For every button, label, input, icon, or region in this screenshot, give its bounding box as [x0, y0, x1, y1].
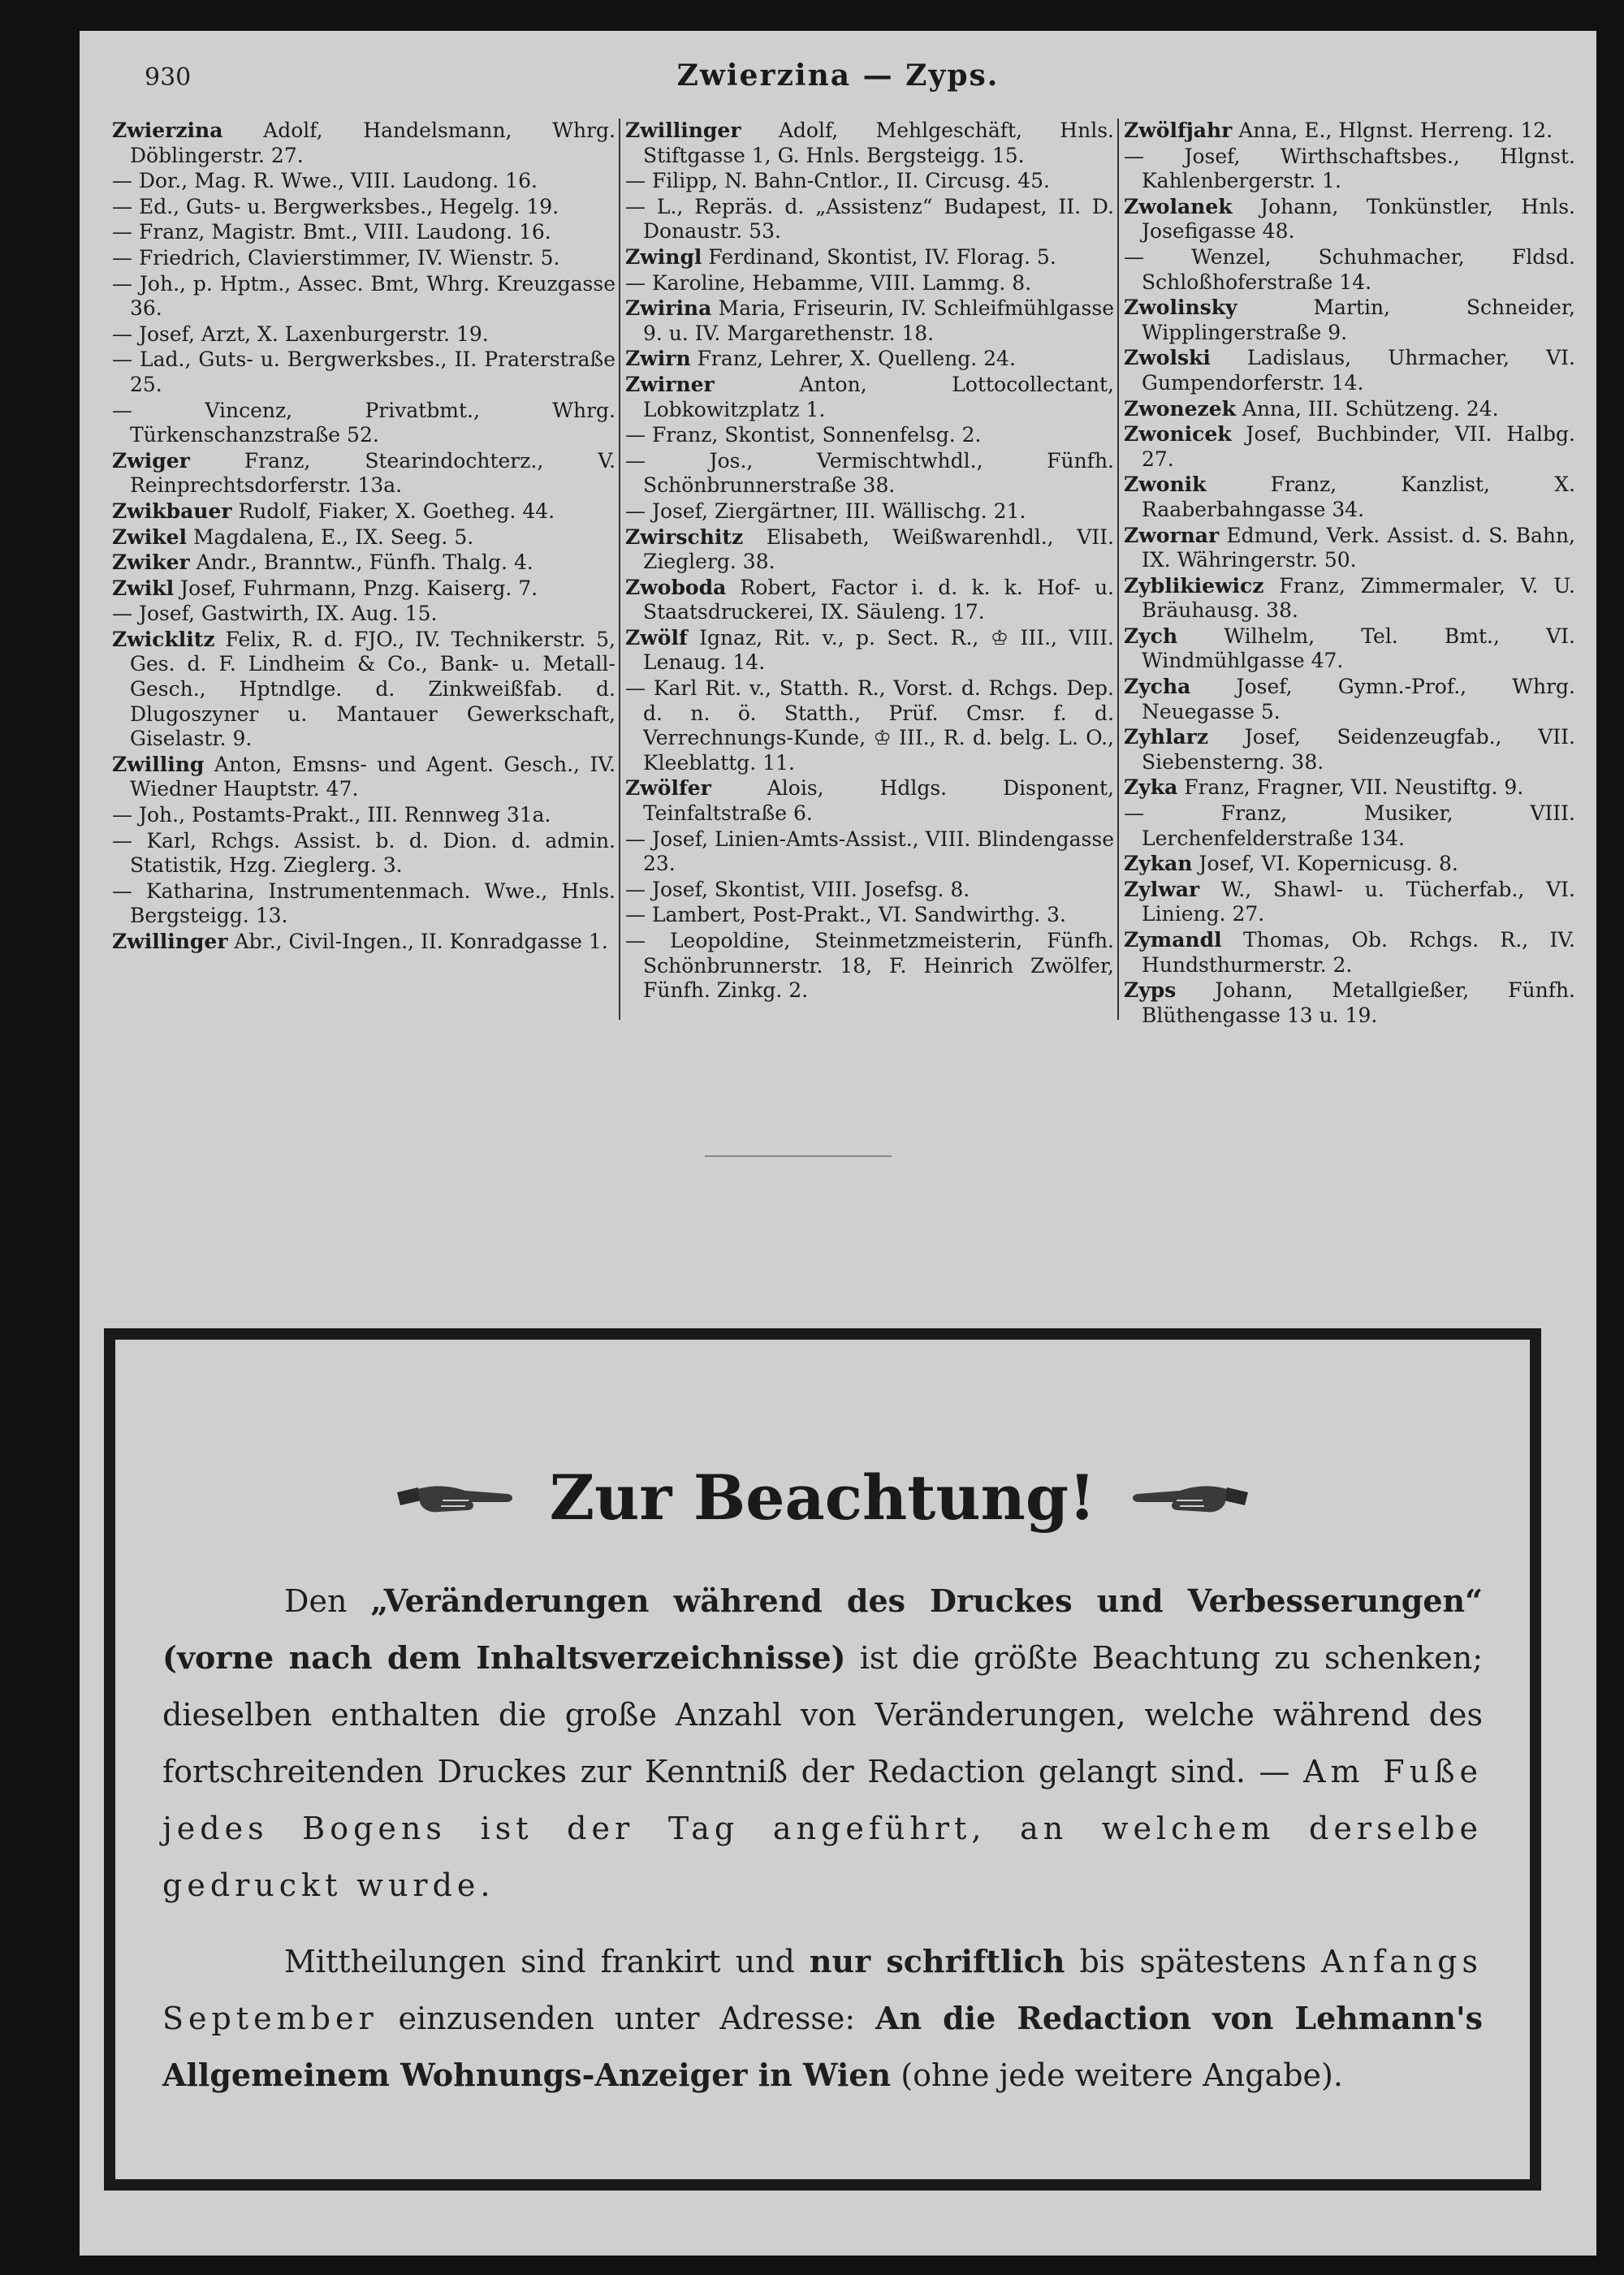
entry-details: — Filipp, N. Bahn-Cntlor., II. Circusg. 45. — [625, 169, 1050, 193]
entry-surname: Zwikel — [112, 525, 187, 549]
entry-surname: Zwirschitz — [625, 525, 744, 549]
entry-details: Wilhelm, Tel. Bmt., VI. Windmühlgasse 47. — [1142, 624, 1575, 673]
entry-surname: Zwirn — [625, 347, 691, 371]
directory-entry — [112, 499, 615, 525]
directory-entry — [1124, 624, 1575, 674]
entry-details: — Ed., Guts- u. Bergwerksbes., Hegelg. 19. — [112, 194, 559, 218]
entry-details: — Jos., Vermischtwhdl., Fünfh. Schönbrunnerstraße 38. — [625, 448, 1114, 498]
directory-entry — [112, 628, 615, 752]
directory-entry — [1124, 119, 1575, 144]
entry-details: W., Shawl- u. Tücherfab., VI. Linieng. 27. — [1142, 877, 1575, 926]
entry-details: Adolf, Mehlgeschäft, Hnls. Stiftgasse 1, G. Hnls. Bergsteigg. 15. — [643, 119, 1114, 167]
directory-entry — [112, 169, 615, 194]
directory-entry — [112, 348, 615, 397]
entry-details: — Katharina, Instrumentenmach. Wwe., Hnls. Bergsteigg. 13. — [112, 878, 615, 928]
directory-page — [80, 31, 1596, 2256]
entry-details: Franz, Fragner, VII. Neustiftg. 9. — [1177, 775, 1524, 800]
directory-entry — [1124, 245, 1575, 295]
entry-details: Ferdinand, Skontist, IV. Florag. 5. — [702, 244, 1056, 269]
entry-details: Franz, Stearindochterz., V. Reinprechtsdorferstr. 13a. — [130, 448, 615, 498]
directory-entry — [1124, 397, 1575, 422]
entry-surname: Zyblikiewicz — [1124, 573, 1264, 598]
entry-surname: Zwilling — [112, 752, 205, 776]
directory-entry — [625, 271, 1114, 296]
directory-entry — [625, 245, 1114, 270]
entry-surname: Zwölfer — [625, 776, 711, 801]
directory-entry — [625, 525, 1114, 575]
directory-entry — [112, 550, 615, 576]
entry-surname: Zwiker — [112, 550, 190, 575]
notice-heading: Zur Beachtung! — [549, 1461, 1096, 1534]
directory-entry — [625, 195, 1114, 244]
entry-details: Josef, Fuhrmann, Pnzg. Kaiserg. 7. — [174, 576, 538, 600]
entry-details: Franz, Zimmermaler, V. U. Bräuhausg. 38. — [1142, 573, 1575, 623]
notice-emphasis: „Veränderungen während des Druckes und Verbesserungen“ (vorne nach dem Inhaltsverzeichnisse) — [162, 1582, 1484, 1676]
directory-entry — [112, 879, 615, 929]
entry-details: — Karl Rit. v., Statth. R., Vorst. d. Rchgs. Dep. d. n. ö. Statth., Prüf. Cmsr. f. d. Verrechnungs-Kunde, ♔ III., R. d. belg. L. O., Kleeblattg. 11. — [625, 676, 1114, 775]
notice-text: (ohne jede weitere Angabe). — [891, 2057, 1343, 2093]
directory-entry — [112, 246, 615, 271]
entry-details: Edmund, Verk. Assist. d. S. Bahn, IX. Währingerstr. 50. — [1142, 523, 1575, 572]
entry-details: Anna, E., Hlgnst. Herreng. 12. — [1232, 119, 1553, 142]
directory-entry — [1124, 675, 1575, 724]
entry-surname: Zykan — [1124, 852, 1193, 876]
directory-entry — [625, 576, 1114, 625]
entry-surname: Zwikbauer — [112, 499, 232, 523]
entry-details: Josef, Seidenzeugfab., VII. Siebensterng. 38. — [1142, 725, 1575, 774]
entry-surname: Zwonezek — [1124, 396, 1236, 421]
entry-details: — Josef, Ziergärtner, III. Wällischg. 21. — [625, 499, 1026, 523]
notice-text: bis spätestens — [1065, 1944, 1322, 1979]
entry-details: — Joh., Postamts-Prakt., III. Rennweg 31a. — [112, 803, 551, 827]
directory-entry — [1124, 775, 1575, 801]
entry-details: Josef, Buchbinder, VII. Halbg. 27. — [1142, 422, 1575, 471]
directory-entry — [625, 776, 1114, 826]
entry-surname: Zwonik — [1124, 473, 1207, 497]
directory-entry — [1124, 852, 1575, 877]
entry-details: Abr., Civil-Ingen., II. Konradgasse 1. — [227, 930, 608, 953]
directory-entry — [1124, 574, 1575, 624]
notice-paragraph-2 — [162, 1933, 1483, 2104]
entry-details: — Friedrich, Clavierstimmer, IV. Wienstr. 5. — [112, 245, 560, 270]
directory-entry — [625, 499, 1114, 525]
pointing-hand-right-icon — [394, 1476, 516, 1520]
notice-text: Mittheilungen sind frankirt und — [284, 1944, 810, 1979]
entry-surname: Zymandl — [1124, 928, 1222, 952]
entry-details: Maria, Friseurin, IV. Schleifmühlgasse 9. u. IV. Margarethenstr. 18. — [643, 296, 1114, 345]
entry-details: — Franz, Musiker, VIII. Lerchenfelderstraße 134. — [1124, 801, 1575, 850]
entry-details: — Karoline, Hebamme, VIII. Lammg. 8. — [625, 270, 1032, 295]
directory-entry — [625, 423, 1114, 448]
entry-details: — Josef, Arzt, X. Laxenburgerstr. 19. — [112, 322, 489, 346]
directory-entry — [112, 220, 615, 245]
entry-details: Josef, VI. Kopernicusg. 8. — [1192, 852, 1458, 876]
entry-details: Martin, Schneider, Wipplingerstraße 9. — [1142, 296, 1575, 344]
entry-surname: Zylwar — [1124, 877, 1200, 901]
entry-details: — Josef, Wirthschaftsbes., Hlgnst. Kahlenbergerstr. 1. — [1124, 144, 1575, 193]
entry-surname: Zwillinger — [625, 119, 741, 142]
notice-address: An die Redaction von Lehmann's Allgemeinem Wohnungs-Anzeiger in Wien — [162, 2000, 1483, 2093]
directory-entry — [112, 272, 615, 322]
entry-surname: Zyka — [1124, 775, 1178, 800]
entry-details: Franz, Lehrer, X. Quelleng. 24. — [690, 347, 1016, 371]
column-rule — [619, 119, 620, 1020]
entry-details: Elisabeth, Weißwarenhdl., VII. Zieglerg. 38. — [643, 525, 1114, 574]
directory-entry — [625, 676, 1114, 775]
notice-spaced-text: Anfangs September — [162, 1944, 1483, 2036]
entry-details: Anna, III. Schützeng. 24. — [1235, 396, 1499, 421]
notice-box — [104, 1328, 1541, 2191]
running-title: Zwierzina — Zyps. — [676, 58, 1000, 93]
entry-surname: Zwonicek — [1124, 422, 1232, 447]
directory-entry — [1124, 145, 1575, 194]
column-3 — [1124, 119, 1575, 1029]
entry-details: — Josef, Gastwirth, IX. Aug. 15. — [112, 602, 438, 626]
directory-entry — [625, 449, 1114, 499]
entry-surname: Zwolinsky — [1124, 296, 1237, 320]
entry-surname: Zwiger — [112, 448, 190, 473]
entry-details: — Dor., Mag. R. Wwe., VIII. Laudong. 16. — [112, 169, 538, 193]
entry-surname: Zwillinger — [112, 930, 228, 953]
entry-details: — Franz, Magistr. Bmt., VIII. Laudong. 16. — [112, 220, 551, 244]
entry-surname: Zwierzina — [112, 119, 223, 142]
notice-paragraph-1 — [162, 1573, 1483, 1914]
entry-details: Anton, Lottocollectant, Lobkowitzplatz 1. — [643, 372, 1114, 421]
directory-entry — [1124, 346, 1575, 395]
page-number: 930 — [145, 63, 192, 92]
directory-entry — [1124, 725, 1575, 775]
entry-surname: Zwölfjahr — [1124, 119, 1233, 142]
notice-text: Den — [284, 1583, 371, 1619]
directory-entry — [112, 119, 615, 168]
entry-surname: Zwirner — [625, 372, 715, 396]
directory-entry — [112, 525, 615, 550]
entry-surname: Zwingl — [625, 244, 702, 269]
entry-surname: Zych — [1124, 624, 1178, 648]
directory-entry — [625, 929, 1114, 1004]
entry-details: Johann, Tonkünstler, Hnls. Josefigasse 48. — [1142, 194, 1575, 244]
entry-details: Robert, Factor i. d. k. k. Hof- u. Staatsdruckerei, IX. Säuleng. 17. — [643, 575, 1114, 624]
directory-entry — [112, 602, 615, 627]
entry-details: Andr., Branntw., Fünfh. Thalg. 4. — [189, 550, 533, 575]
entry-details: — Franz, Skontist, Sonnenfelsg. 2. — [625, 423, 982, 447]
directory-entry — [112, 399, 615, 448]
notice-text: ist die größte Beachtung zu schenken; dieselben enthalten die große Anzahl von Veränderungen, welche während des fortschreitenden Druckes zur Kenntniß der Redaction gelangt sind. — — [162, 1640, 1483, 1789]
directory-entry — [625, 347, 1114, 372]
directory-entry — [112, 449, 615, 499]
directory-entry — [1124, 801, 1575, 851]
entry-details: Ladislaus, Uhrmacher, VI. Gumpendorferstr. 14. — [1142, 346, 1575, 395]
directory-entry — [1124, 296, 1575, 345]
directory-entry — [1124, 473, 1575, 522]
directory-entry — [112, 803, 615, 828]
entry-surname: Zwölf — [625, 625, 688, 650]
entry-surname: Zyps — [1124, 978, 1177, 1003]
entry-details: Johann, Metallgießer, Fünfh. Blüthengasse 13 u. 19. — [1142, 978, 1575, 1027]
entry-details: Felix, R. d. FJO., IV. Technikerstr. 5, Ges. d. F. Lindheim & Co., Bank- u. Metall-Gesch., Hptndlge. d. Zinkweißfab. d. Dlugoszyner u. Mantauer Gewerkschaft, Giselastr. 9. — [130, 627, 615, 751]
directory-entry — [112, 322, 615, 348]
entry-details: — L., Repräs. d. „Assistenz“ Budapest, II. D. Donaustr. 53. — [625, 194, 1114, 244]
entry-surname: Zwolski — [1124, 346, 1211, 370]
directory-entry — [1124, 422, 1575, 472]
directory-entry — [112, 753, 615, 802]
entry-details: — Lambert, Post-Prakt., VI. Sandwirthg. 3. — [625, 903, 1066, 927]
pointing-hand-left-icon — [1129, 1476, 1251, 1520]
entry-details: — Leopoldine, Steinmetzmeisterin, Fünfh. Schönbrunnerstr. 18, F. Heinrich Zwölfer, Fünfh. Zinkg. 2. — [625, 929, 1114, 1003]
column-rule — [1117, 119, 1119, 1020]
entry-details: Alois, Hdlgs. Disponent, Teinfaltstraße 6. — [643, 776, 1114, 826]
entry-details: Rudolf, Fiaker, X. Goetheg. 44. — [231, 499, 555, 523]
directory-entry — [625, 878, 1114, 903]
entry-details: — Wenzel, Schuhmacher, Fldsd. Schloßhoferstraße 14. — [1124, 244, 1575, 294]
entry-details: — Lad., Guts- u. Bergwerksbes., II. Praterstraße 25. — [112, 348, 615, 396]
directory-entry — [1124, 928, 1575, 978]
entry-surname: Zycha — [1124, 675, 1191, 699]
directory-entry — [112, 930, 615, 955]
entry-details: Franz, Kanzlist, X. Raaberbahngasse 34. — [1142, 473, 1575, 521]
directory-entry — [112, 195, 615, 220]
directory-entry — [625, 626, 1114, 676]
entry-surname: Zwirina — [625, 296, 712, 321]
entry-details: Adolf, Handelsmann, Whrg. Döblingerstr. 27. — [130, 119, 615, 167]
directory-entry — [1124, 878, 1575, 927]
directory-entry — [1124, 978, 1575, 1028]
column-2 — [625, 119, 1114, 1004]
directory-entry — [112, 829, 615, 878]
entry-details: — Vincenz, Privatbmt., Whrg. Türkenschanzstraße 52. — [112, 398, 615, 447]
entry-details: Thomas, Ob. Rchgs. R., IV. Hundsthurmerstr. 2. — [1142, 928, 1575, 977]
entry-surname: Zwoboda — [625, 575, 727, 599]
entry-details: — Josef, Linien-Amts-Assist., VIII. Blindengasse 23. — [625, 827, 1114, 876]
directory-entry — [1124, 195, 1575, 244]
entry-surname: Zwikl — [112, 576, 175, 600]
entry-surname: Zwicklitz — [112, 627, 215, 651]
directory-entry — [625, 296, 1114, 346]
entry-details: — Karl, Rchgs. Assist. b. d. Dion. d. admin. Statistik, Hzg. Zieglerg. 3. — [112, 828, 615, 878]
directory-entry — [1124, 524, 1575, 573]
column-1 — [112, 119, 615, 956]
entry-details: Anton, Emsns- und Agent. Gesch., IV. Wiedner Hauptstr. 47. — [130, 752, 615, 801]
entry-details: Magdalena, E., IX. Seeg. 5. — [187, 525, 474, 549]
directory-entry — [625, 827, 1114, 877]
entry-surname: Zwornar — [1124, 523, 1220, 547]
entry-details: — Joh., p. Hptm., Assec. Bmt, Whrg. Kreuzgasse 36. — [112, 271, 615, 321]
directory-entry — [625, 373, 1114, 422]
entry-details: Ignaz, Rit. v., p. Sect. R., ♔ III., VIII. Lenaug. 14. — [643, 625, 1114, 675]
entry-details: Josef, Gymn.-Prof., Whrg. Neuegasse 5. — [1142, 675, 1575, 723]
directory-entry — [112, 576, 615, 602]
notice-emphasis: nur schriftlich — [809, 1943, 1065, 1979]
entry-details: — Josef, Skontist, VIII. Josefsg. 8. — [625, 877, 970, 901]
entry-surname: Zyhlarz — [1124, 725, 1209, 749]
notice-heading-row — [162, 1461, 1483, 1534]
section-divider — [705, 1155, 892, 1157]
notice-text: einzusenden unter Adresse: — [378, 2001, 875, 2036]
directory-entry — [625, 169, 1114, 194]
entry-surname: Zwolanek — [1124, 194, 1233, 218]
directory-entry — [625, 119, 1114, 168]
directory-entry — [625, 903, 1114, 928]
notice-spaced-text: Am Fuße jedes Bogens ist der Tag angeführt, an welchem derselbe gedruckt wurde. — [162, 1754, 1483, 1903]
